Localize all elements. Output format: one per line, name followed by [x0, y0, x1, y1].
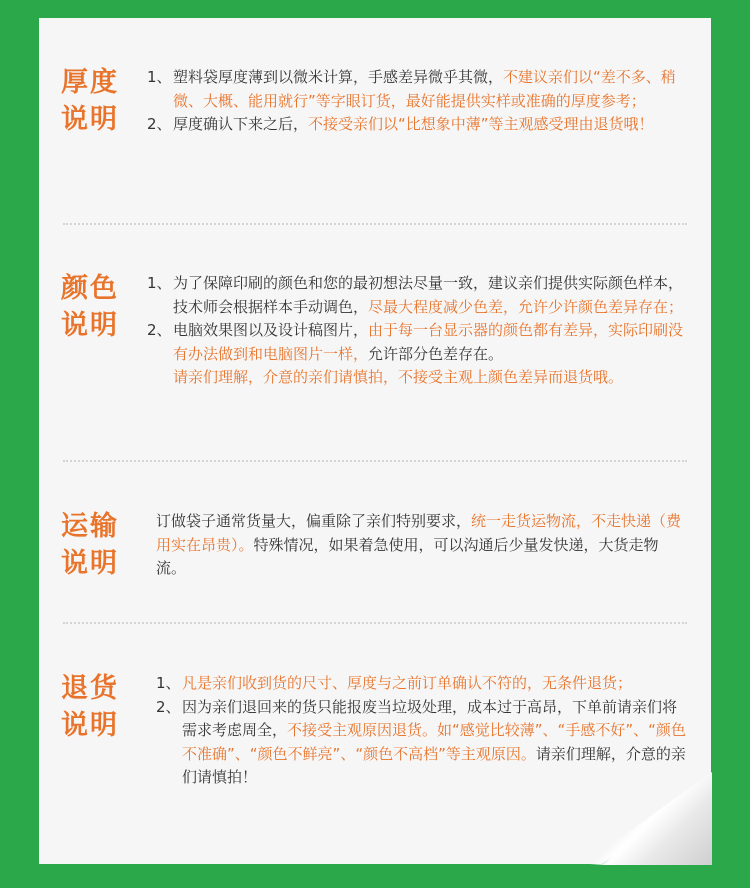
- list-item: 2、 电脑效果图以及设计稿图片，由于每一台显示器的颜色都有差异，实际印刷没有办法做到和电脑图片一样，允许部分色差存在。: [147, 321, 684, 363]
- section-heading: 颜色 说明: [61, 273, 119, 341]
- section-body: [147, 272, 687, 390]
- section-heading: 运输 说明: [61, 511, 119, 579]
- divider: [63, 622, 687, 624]
- note-line: 请亲们理解，介意的亲们请慎拍，不接受主观上颜色差异而退货哦。: [173, 368, 624, 386]
- list-item: 2、 厚度确认下来之后，不接受亲们以“比想象中薄”等主观感受理由退货哦！: [147, 115, 654, 133]
- list-item: 1、 为了保障印刷的颜色和您的最初想法尽量一致，建议亲们提供实际颜色样本，技术师会根据样本手动调色，尽最大程度减少色差，允许少许颜色差异存在；: [147, 274, 684, 316]
- list-item: 2、 因为亲们退回来的货只能报废当垃圾处理，成本过于高昂，下单前请亲们将需求考虑周全，不接受主观原因退货。如“感觉比较薄”、“手感不好”、“颜色不准确”、“颜色不鲜亮”、“颜色不高档”等主观原因。请亲们理解，介意的亲们请慎拍！: [156, 697, 686, 786]
- divider: [63, 223, 687, 225]
- section-body: [156, 510, 687, 581]
- paragraph: 订做袋子通常货量大，偏重除了亲们特别要求，统一走货运物流，不走快递（费用实在昂贵）。特殊情况，如果着急使用，可以沟通后少量发快递，大货走物流。: [156, 512, 682, 577]
- section-body: [147, 66, 687, 137]
- divider: [63, 460, 687, 462]
- list-item: 1、 塑料袋厚度薄到以微米计算，手感差异微乎其微，不建议亲们以“差不多、稍微、大概、能用就行”等字眼订货，最好能提供实样或准确的厚度参考；: [147, 68, 676, 110]
- section-heading: 退货 说明: [61, 673, 119, 741]
- list-item: 1、 凡是亲们收到货的尺寸、厚度与之前订单确认不符的，无条件退货；: [156, 674, 633, 692]
- section-heading: 厚度 说明: [61, 67, 119, 135]
- notice-card: [39, 18, 711, 864]
- section-body: [156, 672, 689, 790]
